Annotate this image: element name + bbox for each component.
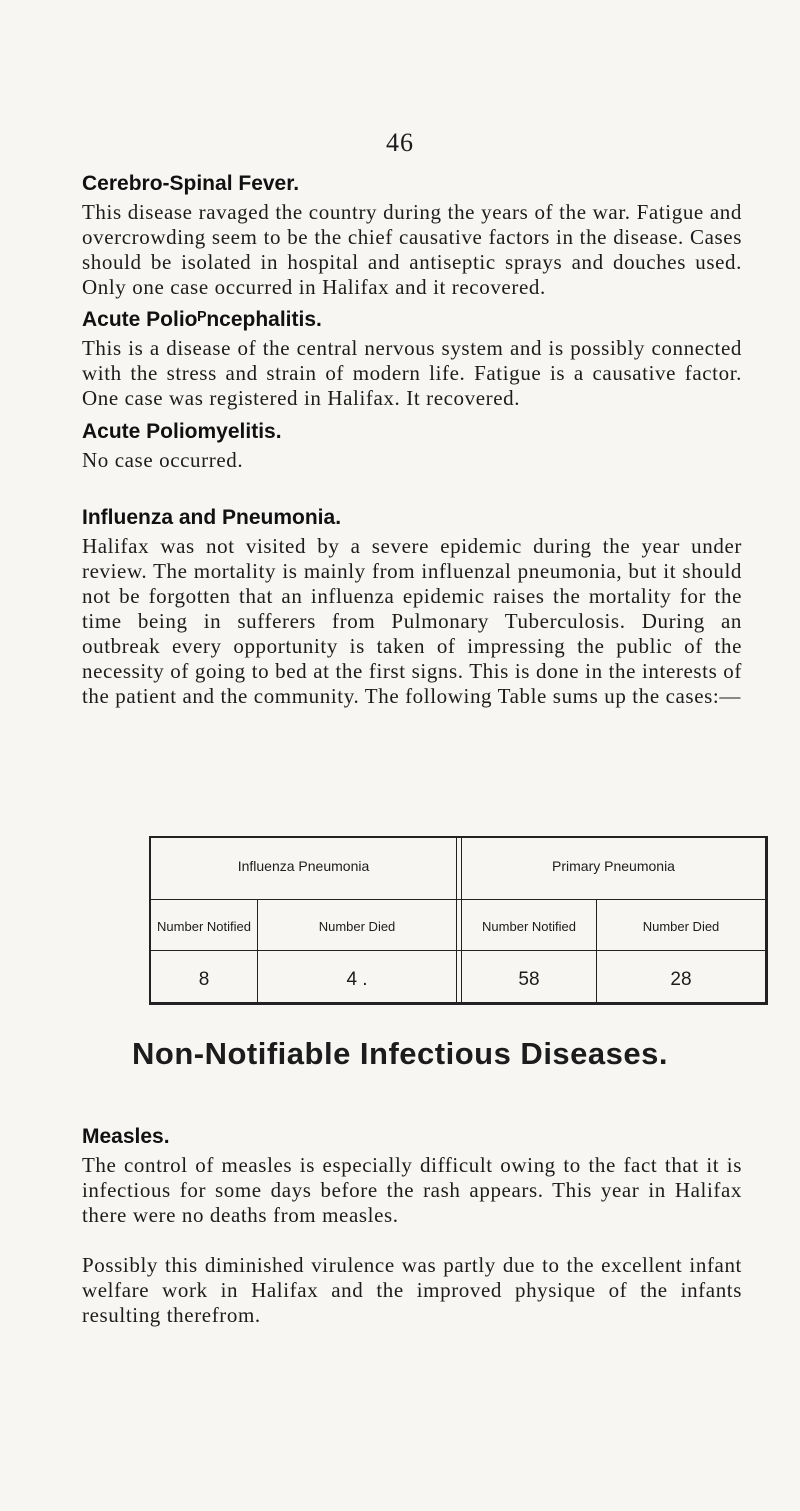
table-cell: 8 [198, 969, 210, 990]
table-column-header: Number Died [642, 919, 720, 934]
table-cell: 58 [518, 969, 540, 990]
table-column-header: Number Notified [482, 919, 576, 934]
section-text: Halifax was not visited by a severe epidemic during the year under review. The mortality is mainly from influenzal pneumonia, but it should not be forgotten that an influenza epidemic raises the mortality for the time being in sufferers from Pulmonary Tuberculosis. During an outbreak every opportunity is taken of impressing the public of the necessity of going to bed at the first signs. This is done in the interests of the patient and the community. The following Table sums up the cases:— [82, 534, 742, 708]
section-acute-polioencephalitis [82, 308, 742, 411]
section-influenza-and-pneumonia [82, 506, 742, 709]
table-cell: 28 [670, 969, 692, 990]
section-heading: Influenza and Pneumonia. [82, 506, 342, 529]
section-cerebro-spinal-fever [82, 172, 742, 300]
section-heading: Acute Poliomyelitis. [82, 420, 282, 443]
section-heading: Acute Polioᴾncephalitis. [82, 308, 322, 331]
section-heading: Cerebro-Spinal Fever. [82, 172, 300, 195]
section-text: No case occurred. [82, 448, 244, 472]
table-cell: 4 . [346, 969, 368, 990]
table-column-header: Number Died [318, 919, 396, 934]
section-acute-poliomyelitis [82, 420, 742, 473]
section-measles [82, 1125, 742, 1328]
section-text: This is a disease of the central nervous system and is possibly connected with the stress and strain of modern life. Fatigue is a causative factor. One case was registered in Halifax. It recovered. [82, 336, 742, 410]
page-number: 46 [386, 128, 414, 157]
table-group-header-primary-pneumonia: Primary Pneumonia [552, 858, 675, 874]
section-text: This disease ravaged the country during the years of the war. Fatigue and overcrowding seem to be the chief causative factors in the disease. Cases should be isolated in hospital and antiseptic sprays and douches used. Only one case occurred in Halifax and it recovered. [82, 200, 742, 299]
section-text: The control of measles is especially difficult owing to the fact that it is infectious for some days before the rash appears. This year in Halifax there were no deaths from measles. [82, 1153, 742, 1227]
non-notifiable-title: Non-Notifiable Infectious Diseases. [132, 1036, 668, 1071]
table-group-header-influenza-pneumonia: Influenza Pneumonia [237, 858, 370, 874]
section-text: Possibly this diminished virulence was partly due to the excellent infant welfare work in Halifax and the improved physique of the infants resulting therefrom. [82, 1253, 742, 1327]
pneumonia-table [149, 836, 768, 1005]
section-heading: Measles. [82, 1125, 170, 1148]
table-column-header: Number Notified [157, 919, 251, 934]
